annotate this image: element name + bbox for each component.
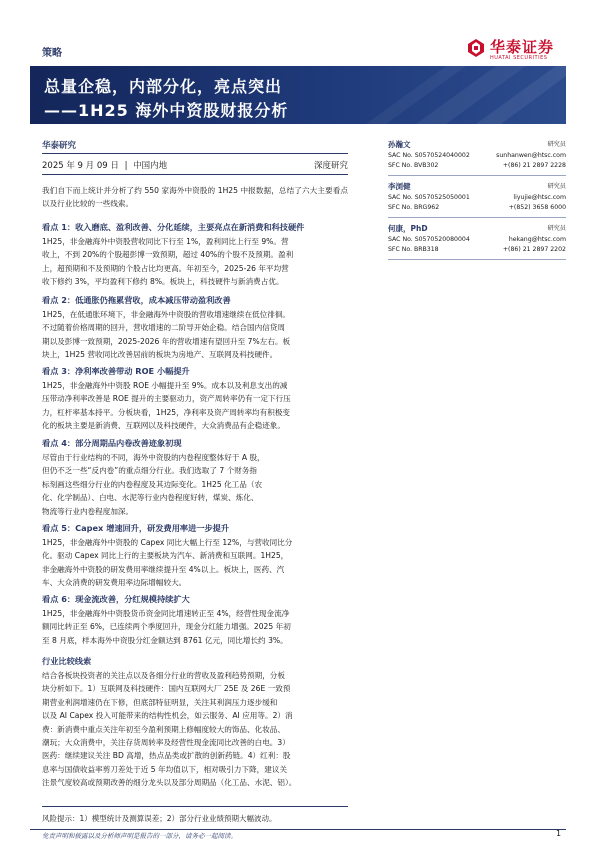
analyst-card xyxy=(388,182,566,218)
body-line: 医药：继续建议关注 BD 高增，热点品类或扩散的创新药链。4）红利：股 xyxy=(42,751,291,761)
body-line: 不过随着价格周期的回升，营收增速的二阶导开始企稳。结合国内信贷周 xyxy=(42,323,285,333)
body-line: 化、化学制品）、白电、水泥等行业内卷程度好转，煤炭、炼化、 xyxy=(42,493,259,503)
analyst-phone: +(86) 21 2897 2228 xyxy=(502,162,566,169)
risk-warning: 风险提示：1）模型统计及测算误差；2）部分行业业绩预期大幅波动。 xyxy=(42,814,277,823)
point-4-body xyxy=(42,451,348,518)
analyst-divider xyxy=(388,175,566,176)
analyst-name: 李浏健 xyxy=(388,182,411,191)
research-team: 华泰研究 xyxy=(42,141,77,151)
report-title-line2: ——1H25 海外中资股财报分析 xyxy=(44,101,289,120)
huatai-logo xyxy=(466,36,566,66)
point-3-heading: 看点 3：净利率改善带动 ROE 小幅提升 xyxy=(42,366,190,376)
report-date: 2025 年 9 月 09 日 xyxy=(42,161,119,171)
banner-decoration xyxy=(326,66,566,124)
meta-separator: | xyxy=(124,161,128,171)
body-line: 1H25，非金融海外中资股的 Capex 同比大幅上行至 12%，与营收同比分 xyxy=(42,538,293,547)
point-2-body xyxy=(42,308,348,362)
analyst-sac: SAC No. S0570524040002 xyxy=(388,151,470,159)
body-line: 潮玩；大众消费中，关注存货周转率及经营性现金流同比改善的白电。3） xyxy=(42,738,290,748)
report-title-line1: 总量企稳，内部分化，亮点突出 xyxy=(44,77,283,96)
analyst-phone: +(86) 21 2897 2202 xyxy=(502,246,566,253)
analyst-sac: SAC No. S0570520080004 xyxy=(388,235,470,243)
body-line: 上，超预期和不及预期的个股占比均更高。年初至今，2025-26 年平均营 xyxy=(42,263,289,273)
analyst-role: 研究员 xyxy=(547,225,566,232)
body-line: 结合各板块投资者的关注点以及各细分行业的营收及盈利趋势预期，分板 xyxy=(42,671,285,680)
analyst-role: 研究员 xyxy=(547,141,566,148)
section-label: 策略 xyxy=(42,48,62,59)
analyst-card xyxy=(388,140,566,176)
point-4-heading: 看点 4：部分周期品内卷改善迹象初现 xyxy=(42,438,182,448)
industry-comparison-body xyxy=(42,669,348,790)
body-line: 至 8 月底，样本海外中资股分红金额达到 8761 亿元，同比增长约 3%。 xyxy=(42,635,288,645)
divider xyxy=(42,153,348,154)
body-line: 以及 AI Capex 投入可能带来的结构性机会，如云服务、AI 应用等。2）消 xyxy=(42,711,293,721)
body-line: 注景气度较高或预期改善的细分龙头以及部分周期品（化工品、水泥、铝）。 xyxy=(42,778,297,788)
analyst-email[interactable]: liyujie@htsc.com xyxy=(513,193,566,201)
title-banner xyxy=(30,66,566,124)
analyst-email[interactable]: sunhanwen@htsc.com xyxy=(496,151,566,159)
report-type: 深度研究 xyxy=(313,161,348,171)
analyst-sfc: SFC No. BVB302 xyxy=(388,162,439,169)
page-number: 1 xyxy=(556,829,562,838)
logo-chinese-name: 华泰证券 xyxy=(490,38,555,56)
analyst-name: 何康，PhD xyxy=(388,224,428,233)
point-5-body xyxy=(42,536,348,590)
body-line: 车、大众消费的研发费用率边际增幅较大。 xyxy=(42,578,187,588)
analyst-email[interactable]: hekang@htsc.com xyxy=(508,235,566,243)
body-line: 标刻画这些细分行业的内卷程度及其边际变化。1H25 化工品（农 xyxy=(42,479,263,489)
analyst-role: 研究员 xyxy=(547,183,566,190)
analyst-name: 孙瀚文 xyxy=(388,140,411,149)
body-line: 物流等行业内卷程度加深。 xyxy=(42,506,134,516)
body-line: 息率与国债收益率剪刀差处于近 5 年均值以下，相对吸引力下降，建议关 xyxy=(42,764,288,774)
analyst-divider xyxy=(388,259,566,260)
risk-divider xyxy=(42,806,348,807)
analyst-card xyxy=(388,224,566,260)
huatai-logo-icon xyxy=(466,38,486,58)
body-line: 收上，不到 20%的个股超彭博一致预期，超过 40%的个股不及预期。盈利 xyxy=(42,250,294,260)
logo-english-name: HUATAI SECURITIES xyxy=(490,55,548,61)
body-line: 非金融海外中资股的研发费用率继续提升至 4%以上。板块上，医药、汽 xyxy=(42,564,285,574)
footer-divider xyxy=(30,829,566,830)
body-line: 力，杠杆率基本持平。分板块看，1H25，净利率及资产周转率均有积极变 xyxy=(42,407,291,417)
body-line: 但仍不乏一些“反内卷”的重点细分行业。我们选取了 7 个财务指 xyxy=(42,466,257,476)
analyst-divider xyxy=(388,217,566,218)
analyst-sfc: SFC No. BRG962 xyxy=(388,204,440,211)
point-1-heading: 看点 1：收入磨底、盈利改善、分化延续，主要亮点在新消费和科技硬件 xyxy=(42,222,305,232)
industry-comparison-heading: 行业比较线索 xyxy=(42,656,92,666)
footer-disclaimer: 免责声明和披露以及分析师声明是报告的一部分，请务必一起阅读。 xyxy=(42,832,237,840)
report-meta xyxy=(42,159,348,171)
body-line: 块上，1H25 营收同比改善居前的板块为房地产、互联网及科技硬件。 xyxy=(42,350,278,360)
point-3-body xyxy=(42,379,348,433)
body-line: 期营业利润增速仍在下修，但底部特征明显，关注其利润压力逐步缓和 xyxy=(42,697,278,707)
report-region: 中国内地 xyxy=(133,161,168,171)
body-line: 收下修约 3%，平均盈利下修约 8%。板块上，科技硬件与新消费占优。 xyxy=(42,277,284,287)
point-5-heading: 看点 5：Capex 增速回升，研发费用率进一步提升 xyxy=(42,523,230,533)
analyst-sac: SAC No. S0570525050001 xyxy=(388,193,470,201)
body-line: 费：新消费中重点关注年初至今盈利预期上修幅度较大的饰品、化妆品、 xyxy=(42,724,285,734)
point-6-heading: 看点 6：现金流改善，分红规模持续扩大 xyxy=(42,594,190,604)
body-line: 1H25，非金融海外中资股营收同比下行至 1%，盈利同比上行至 9%。营 xyxy=(42,237,289,246)
body-line: 1H25，非金融海外中资股 ROE 小幅提升至 9%。成本以及利息支出的减 xyxy=(42,381,288,390)
body-line: 化。驱动 Capex 同比上行的主要板块为汽车、新消费和互联网。1H25， xyxy=(42,551,289,561)
body-line: 1H25，非金融海外中资股货币资金同比增速转正至 4%，经营性现金流净 xyxy=(42,609,290,618)
intro-paragraph: 我们自下而上统计并分析了约 550 家海外中资股的 1H25 中报数据，总结了六大主要看点以及行业比较的一些线索。 xyxy=(42,186,348,209)
point-2-heading: 看点 2：低通胀仍拖累营收，成本减压带动盈利改善 xyxy=(42,295,231,305)
body-line: 压带动净利率改善是 ROE 提升的主要驱动力，资产周转率仍有一定下行压 xyxy=(42,394,291,404)
body-line: 额同比转正至 6%，已连续两个季度回升，现金分红能力增强。2025 年初 xyxy=(42,622,291,632)
point-1-body xyxy=(42,235,348,289)
divider xyxy=(42,174,348,175)
body-line: 1H25，在低通胀环境下，非金融海外中资股的营收增速继续在低位徘徊。 xyxy=(42,310,291,319)
body-line: 块分析如下。1）互联网及科技硬件：国内互联网大厂 25E 及 26E 一致预 xyxy=(42,684,291,694)
body-line: 化的板块主要是新消费、互联网以及科技硬件，大众消费品有企稳迹象。 xyxy=(42,421,285,431)
body-line: 期以及彭博一致预期，2025-2026 年的营收增速有望回升至 7%左右。板 xyxy=(42,336,291,346)
body-line: 尽管由于行业结构的不同，海外中资股的内卷程度整体好于 A 股， xyxy=(42,453,265,462)
point-6-body xyxy=(42,607,348,647)
analyst-phone: +(852) 3658 6000 xyxy=(508,204,566,211)
analyst-sfc: SFC No. BRB318 xyxy=(388,246,439,253)
